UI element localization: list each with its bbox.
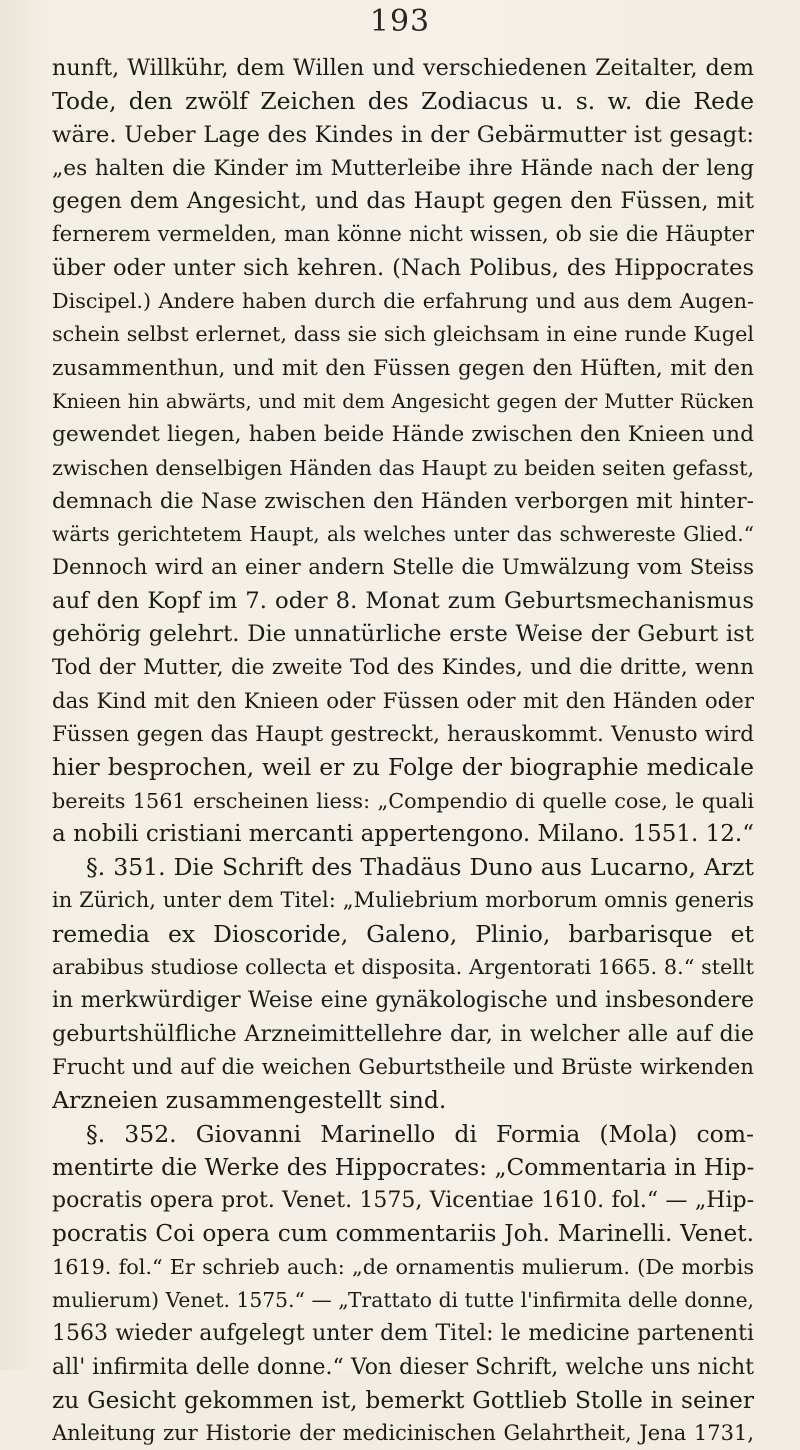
text-line: in merkwürdiger Weise eine gynäkologische und insbesondere bbox=[52, 988, 754, 1014]
text-line: zu Gesicht gekommen ist, bemerkt Gottlieb Stolle in seiner bbox=[52, 1386, 754, 1414]
text-line: all' infirmita delle donne.“ Von dieser Schrift, welche uns nicht bbox=[52, 1354, 754, 1380]
text-line: arabibus studiose collecta et disposita. Argentorati 1665. 8.“ stellt bbox=[52, 955, 754, 980]
text-line: auf den Kopf im 7. oder 8. Monat zum Geburtsmechanismus bbox=[52, 587, 754, 614]
text-line: in Zürich, unter dem Titel: „Muliebrium morborum omnis generis bbox=[52, 888, 754, 913]
text-line: demnach die Nase zwischen den Händen verborgen mit hinter- bbox=[52, 488, 754, 514]
text-line: geburtshülfliche Arzneimittellehre dar, in welcher alle auf die bbox=[52, 1020, 754, 1047]
text-line: Tod der Mutter, die zweite Tod des Kindes, und die dritte, wenn bbox=[52, 655, 754, 681]
text-line: das Kind mit den Knieen oder Füssen oder mit den Händen oder bbox=[52, 688, 754, 714]
text-line: wäre. Ueber Lage des Kindes in der Gebärmutter ist gesagt: bbox=[52, 121, 754, 148]
text-line: 1619. fol.“ Er schrieb auch: „de ornamentis mulierum. (De morbis bbox=[52, 1254, 754, 1279]
text-line: gehörig gelehrt. Die unnatürliche erste Weise der Geburt ist bbox=[52, 621, 754, 648]
text-line: über oder unter sich kehren. (Nach Polibus, des Hippocrates bbox=[52, 254, 754, 281]
text-line: schein selbst erlernet, dass sie sich gleichsam in eine runde Kugel bbox=[52, 322, 754, 347]
text-line: zwischen denselbigen Händen das Haupt zu beiden seiten gefasst, bbox=[52, 455, 754, 480]
text-line: gewendet liegen, haben beide Hände zwischen den Knieen und bbox=[52, 422, 754, 448]
text-line: Dennoch wird an einer andern Stelle die Umwälzung vom Steiss bbox=[52, 555, 754, 581]
text-line: Arzneien zusammengestellt sind. bbox=[52, 1086, 447, 1115]
text-line: hier besprochen, weil er zu Folge der biographie medicale bbox=[52, 753, 754, 782]
text-line: pocratis opera prot. Venet. 1575, Vicentiae 1610. fol.“ — „Hip- bbox=[52, 1188, 754, 1214]
text-line: Tode, den zwölf Zeichen des Zodiacus u. s. w. die Rede bbox=[52, 87, 754, 116]
text-line: gegen dem Angesicht, und das Haupt gegen den Füssen, mit bbox=[52, 188, 754, 215]
text-line: „es halten die Kinder im Mutterleibe ihre Hände nach der leng bbox=[52, 155, 754, 181]
text-line: Knieen hin abwärts, und mit dem Angesicht gegen der Mutter Rücken bbox=[52, 389, 754, 413]
text-line: a nobili cristiani mercanti appertengono. Milano. 1551. 12.“ bbox=[52, 820, 754, 847]
page-number: 193 bbox=[369, 4, 431, 39]
body-text bbox=[52, 52, 754, 1450]
text-line: Frucht und auf die weichen Geburtstheile und Brüste wirkenden bbox=[52, 1054, 754, 1080]
text-line: pocratis Coi opera cum commentariis Joh. Marinelli. Venet. bbox=[52, 1220, 754, 1248]
text-line: bereits 1561 erscheinen liess: „Compendio di quelle cose, le quali bbox=[52, 788, 754, 813]
text-line: §. 351. Die Schrift des Thadäus Duno aus Lucarno, Arzt bbox=[86, 853, 754, 882]
text-line: mulierum) Venet. 1575.“ — „Trattato di tutte l'infirmita delle donne, bbox=[52, 1287, 754, 1312]
text-line: fernerem vermelden, man könne nicht wissen, ob sie die Häupter bbox=[52, 222, 754, 247]
text-line: mentirte die Werke des Hippocrates: „Commentaria in Hip- bbox=[52, 1153, 754, 1181]
text-line: zusammenthun, und mit den Füssen gegen den Hüften, mit den bbox=[52, 355, 754, 381]
text-line: nunft, Willkühr, dem Willen und verschiedenen Zeitalter, dem bbox=[52, 55, 754, 81]
text-line: 1563 wieder aufgelegt unter dem Titel: le medicine partenenti bbox=[52, 1321, 754, 1347]
text-line: Füssen gegen das Haupt gestreckt, herauskommt. Venusto wird bbox=[52, 721, 754, 747]
text-line: remedia ex Dioscoride, Galeno, Plinio, barbarisque et bbox=[52, 919, 754, 948]
text-line: Discipel.) Andere haben durch die erfahrung und aus dem Augen- bbox=[52, 289, 754, 314]
text-line: §. 352. Giovanni Marinello di Formia (Mola) com- bbox=[86, 1119, 754, 1148]
text-line: Anleitung zur Historie der medicinischen Gelahrtheit, Jena 1731, bbox=[52, 1421, 754, 1446]
text-line: wärts gerichtetem Haupt, als welches unter das schwereste Glied.“ bbox=[52, 522, 754, 547]
